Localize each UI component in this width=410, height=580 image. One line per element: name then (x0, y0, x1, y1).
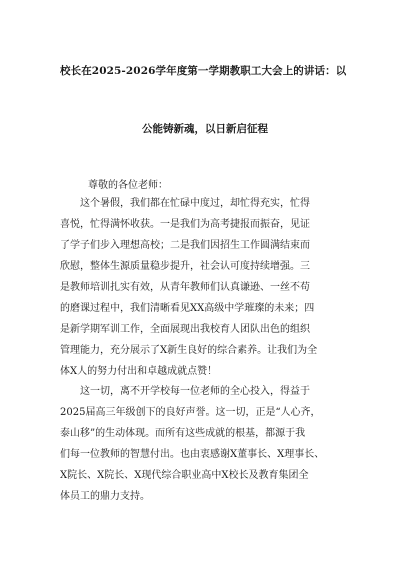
document-title-line-2: 公能铸新魂，以日新启征程 (142, 123, 268, 135)
paragraph-line: 们每一位教师的智慧付出。也由衷感谢X董事长、X理事长、 (60, 449, 325, 460)
salutation: 尊敬的各位老师： (88, 180, 168, 191)
paragraph-line: 泰山移”的生动体现。而所有这些成就的根基，都源于我 (60, 428, 306, 439)
paragraph-line: 体员工的鼎力支持。 (60, 491, 150, 502)
paragraph-line: 是教师培训扎实有效，从青年教师们认真谦逊、一丝不苟 (60, 282, 310, 293)
paragraph-line: 是新学期军训工作，全面展现出我校育人团队出色的组织 (60, 324, 310, 335)
paragraph-line: 这个暑假，我们都在忙碌中度过，却忙得充实，忙得 (60, 198, 310, 209)
paragraph-line: 欣慰，整体生源质量稳步提升，社会认可度持续增强。三 (60, 261, 310, 272)
paragraph-line: 这一切，离不开学校每一位老师的全心投入，得益于 (60, 386, 310, 397)
paragraph-line: 体X人的努力付出和卓越成就点赞！ (60, 366, 218, 377)
paragraph-1 (60, 193, 355, 382)
paragraph-line: 2025届高三年级创下的良好声誉。这一切，正是“人心齐， (60, 407, 321, 418)
paragraph-line: 的磨课过程中，我们清晰看见XX高级中学璀璨的未来；四 (60, 303, 315, 314)
paragraph-line: 管理能力，充分展示了X新生良好的综合素养。让我们为全 (60, 345, 318, 356)
paragraph-2 (60, 381, 355, 507)
paragraph-line: 了学子们步入理想高校；二是我们因招生工作圆满结束而 (60, 240, 310, 251)
paragraph-line: X院长、X院长、X现代综合职业高中X校长及教育集团全 (60, 470, 309, 481)
document-title-line-1: 校长在2025-2026学年度第一学期教职工大会上的讲话：以 (60, 65, 347, 77)
paragraph-line: 喜悦，忙得满怀收获。一是我们为高考捷报而振奋，见证 (60, 219, 310, 230)
